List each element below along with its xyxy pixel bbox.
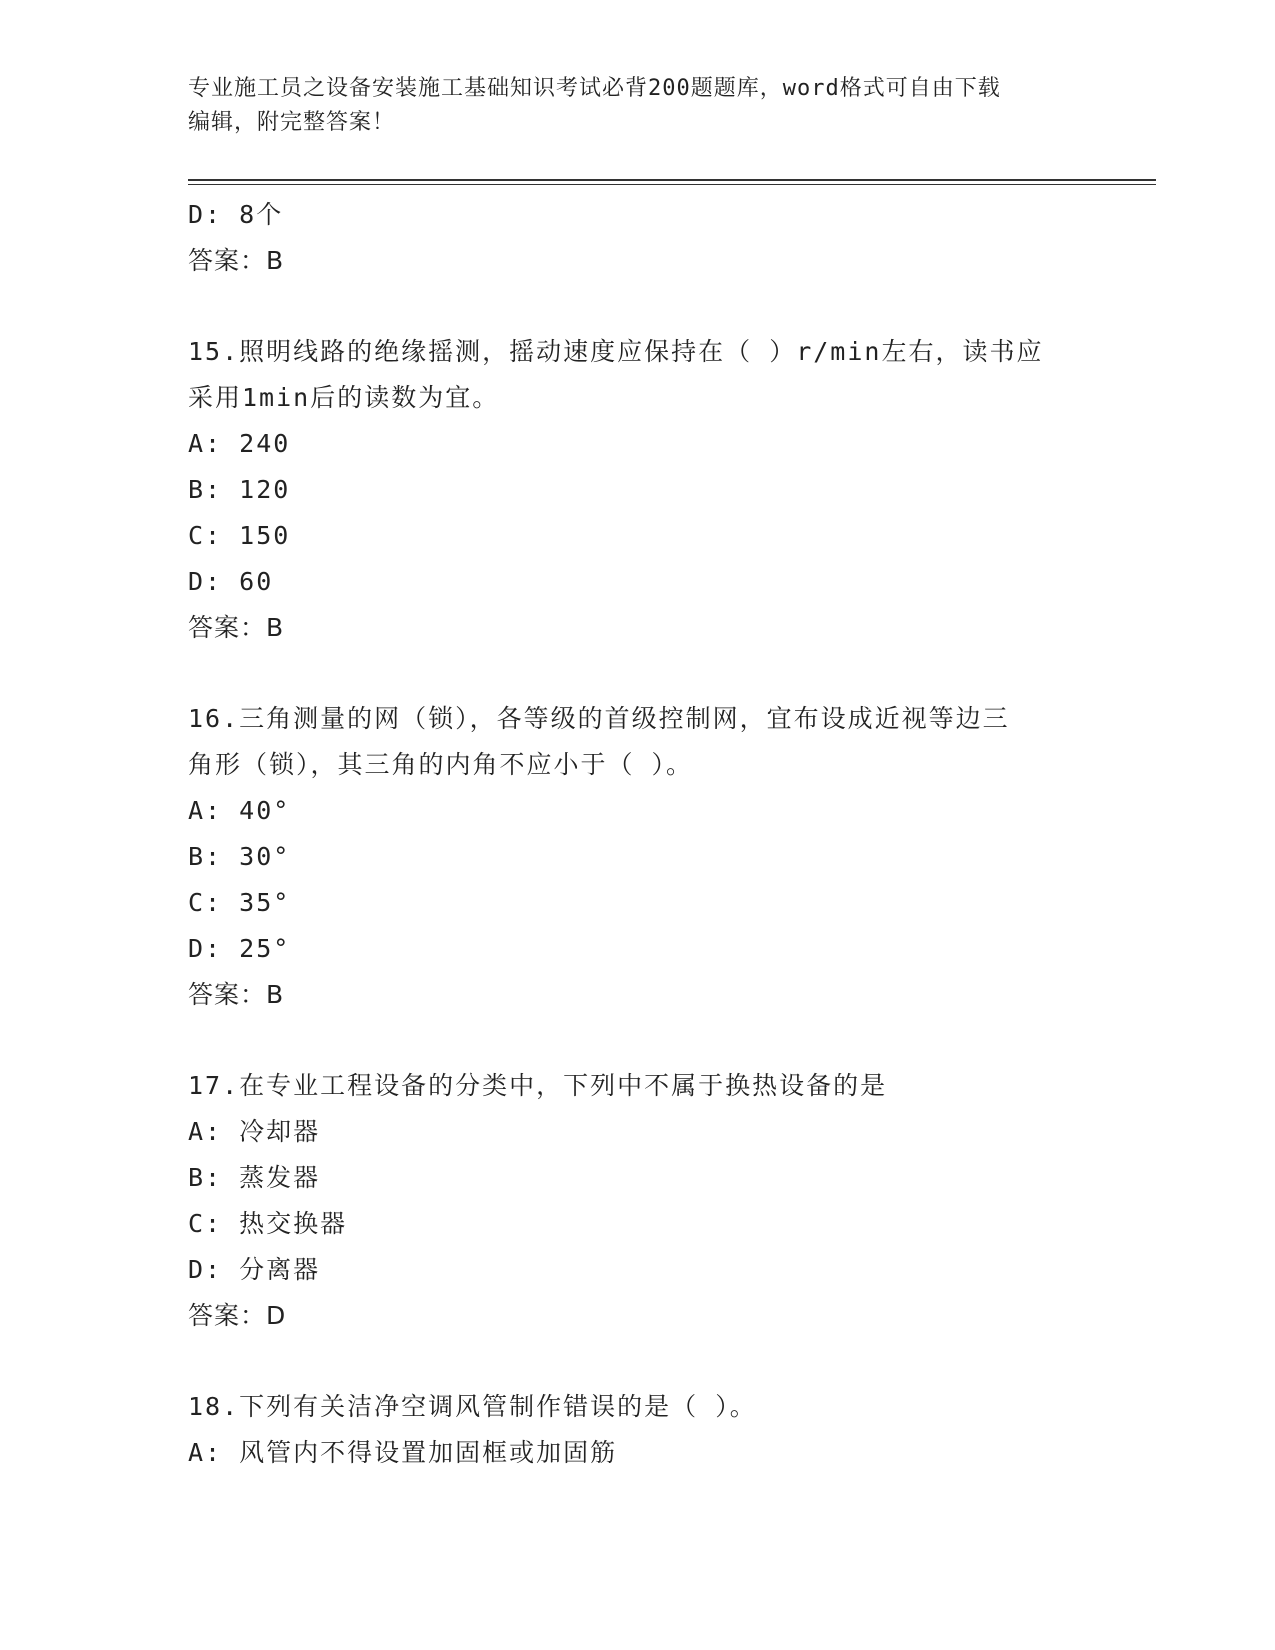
spacer: [188, 284, 1088, 329]
question-17-option-b: B: 蒸发器: [188, 1163, 321, 1192]
question-15-option-d: D: 60: [188, 567, 274, 596]
question-16-option-b: B: 30°: [188, 842, 291, 871]
question-17-option-a: A: 冷却器: [188, 1117, 321, 1146]
question-18-option-a: A: 风管内不得设置加固框或加固筋: [188, 1438, 618, 1467]
spacer: [188, 651, 1088, 696]
question-17: [188, 1063, 1088, 1339]
question-16-option-c: C: 35°: [188, 888, 291, 917]
header-divider-thick: [188, 179, 1156, 181]
question-16-stem-line-1: 16.三角测量的网（锁），各等级的首级控制网，宜布设成近视等边三: [188, 704, 1010, 733]
question-16-option-d: D: 25°: [188, 934, 291, 963]
question-17-answer: 答案：D: [188, 1301, 287, 1330]
question-17-stem-line-1: 17.在专业工程设备的分类中，下列中不属于换热设备的是: [188, 1071, 888, 1100]
question-15: [188, 329, 1088, 651]
header-title-line-2: 编辑，附完整答案！: [188, 110, 396, 135]
header-title-line-1: 专业施工员之设备安装施工基础知识考试必背200题题库，word格式可自由下载: [188, 76, 1001, 101]
prev-question-option-d: D: 8个: [188, 200, 284, 229]
question-18: [188, 1384, 1088, 1476]
question-list: [188, 192, 1088, 1476]
question-15-option-c: C: 150: [188, 521, 291, 550]
prev-question-answer: 答案：B: [188, 246, 285, 275]
question-15-option-a: A: 240: [188, 429, 291, 458]
question-15-stem-line-1: 15.照明线路的绝缘摇测，摇动速度应保持在（ ）r/min左右，读书应: [188, 337, 1044, 366]
question-16-option-a: A: 40°: [188, 796, 291, 825]
header-divider-thin: [188, 184, 1156, 185]
question-16-stem-line-2: 角形（锁），其三角的内角不应小于（ ）。: [188, 750, 694, 779]
question-16: [188, 696, 1088, 1018]
spacer: [188, 1018, 1088, 1063]
question-17-option-d: D: 分离器: [188, 1255, 321, 1284]
question-15-option-b: B: 120: [188, 475, 291, 504]
question-17-option-c: C: 热交换器: [188, 1209, 348, 1238]
question-16-answer: 答案：B: [188, 980, 285, 1009]
document-header: [188, 72, 1088, 140]
spacer: [188, 1339, 1088, 1384]
question-18-stem-line-1: 18.下列有关洁净空调风管制作错误的是（ ）。: [188, 1392, 757, 1421]
question-15-stem-line-2: 采用1min后的读数为宜。: [188, 383, 500, 412]
question-15-answer: 答案：B: [188, 613, 285, 642]
